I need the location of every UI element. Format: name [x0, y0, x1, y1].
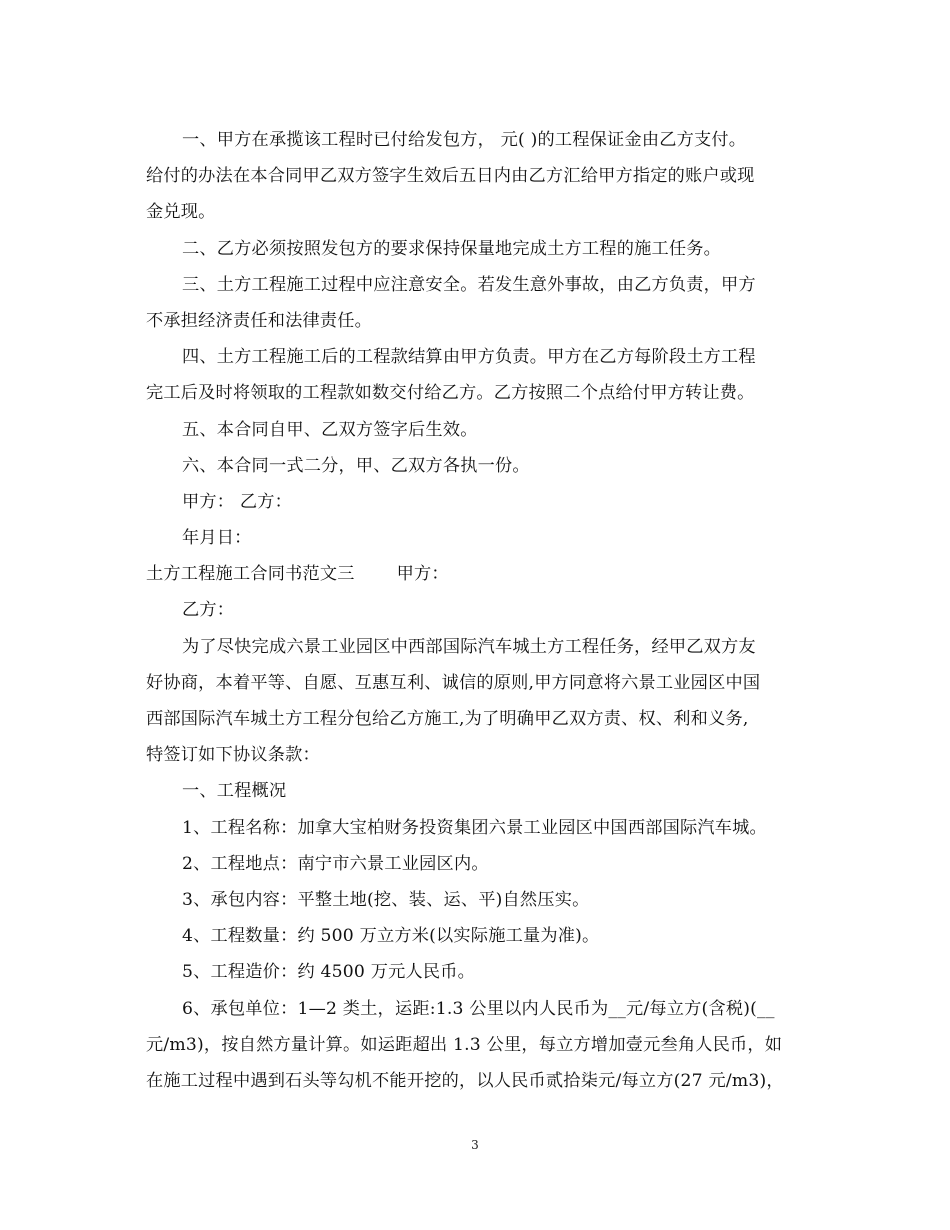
text-line: 五、本合同自甲、乙双方签字后生效。	[182, 419, 478, 440]
text-line: 二、乙方必须按照发包方的要求保持保量地完成土方工程的施工任务。	[182, 238, 722, 259]
text-line: 四、土方工程施工后的工程款结算由甲方负责。甲方在乙方每阶段土方工程	[182, 347, 756, 368]
list-item: 3、承包内容：平整土地(挖、装、运、平)自然压实。	[182, 889, 590, 910]
section-title: 土方工程施工合同书范文三	[146, 564, 355, 585]
list-item: 2、工程地点：南宁市六景工业园区内。	[182, 853, 489, 874]
list-item: 6、承包单位：1—2 类土，运距:1.3 公里以内人民币为__元/每立方(含税)(__	[182, 998, 775, 1019]
party-b-line: 乙方：	[182, 600, 235, 621]
text-line: 一、甲方在承揽该工程时已付给发包方， 元( )的工程保证金由乙方支付。	[182, 130, 747, 150]
text-line: 为了尽快完成六景工业园区中西部国际汽车城土方工程任务，经甲乙双方友	[182, 636, 756, 657]
section-title-line: 一、工程概况	[182, 781, 287, 802]
text-line: 特签订如下协议条款：	[146, 745, 320, 766]
text-line: 在施工过程中遇到石头等勾机不能开挖的，以人民币贰拾柒元/每立方(27 元/m3)，	[146, 1070, 784, 1091]
list-item: 5、工程造价：约 4500 万元人民币。	[182, 962, 476, 983]
text-line: 完工后及时将领取的工程款如数交付给乙方。乙方按照二个点给付甲方转让费。	[146, 383, 755, 404]
text-line: 金兑现。	[146, 202, 216, 223]
list-item: 4、工程数量：约 500 万立方米(以实际施工量为准)。	[182, 926, 600, 947]
text-line: 西部国际汽车城土方工程分包给乙方施工,为了明确甲乙双方责、权、利和义务,	[146, 709, 749, 729]
list-item: 1、工程名称：加拿大宝柏财务投资集团六景工业园区中国西部国际汽车城。	[182, 817, 767, 838]
date-line: 年月日：	[182, 528, 252, 549]
text-line: 元/m3)，按自然方量计算。如运距超出 1.3 公里，每立方增加壹元叁角人民币，如	[146, 1034, 783, 1055]
text-line: 不承担经济责任和法律责任。	[146, 310, 373, 331]
page-number: 3	[471, 1138, 479, 1152]
text-line: 好协商，本着平等、自愿、互惠互利、诚信的原则,甲方同意将六景工业园区中国	[146, 672, 761, 693]
text-line: 三、土方工程施工过程中应注意安全。若发生意外事故，由乙方负责，甲方	[182, 274, 756, 295]
party-a-label: 甲方：	[396, 564, 449, 585]
signature-line: 甲方： 乙方：	[182, 491, 292, 512]
text-line: 给付的办法在本合同甲乙双方签字生效后五日内由乙方汇给甲方指定的账户或现	[146, 166, 755, 187]
text-line: 六、本合同一式二分，甲、乙双方各执一份。	[182, 455, 530, 476]
document-body	[146, 122, 806, 1099]
section-heading-line	[146, 556, 806, 592]
